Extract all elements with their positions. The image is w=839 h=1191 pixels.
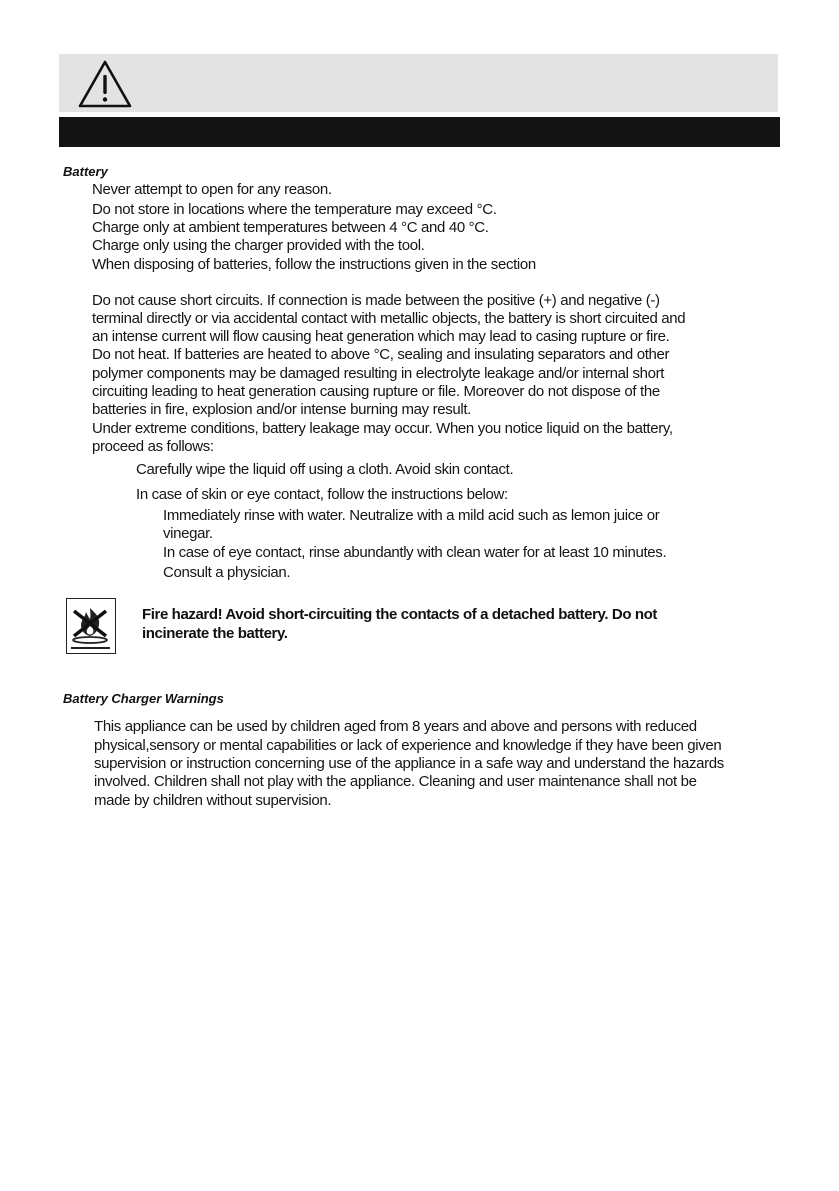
battery-paragraph-line: circuiting leading to heat generation causing rupture or file. Moreover do not dispose of the	[92, 383, 660, 400]
fire-warning-text: incinerate the battery.	[142, 625, 288, 642]
battery-list-item: When disposing of batteries, follow the instructions given in the section	[92, 256, 536, 273]
warning-triangle-icon	[77, 59, 133, 109]
battery-paragraph-line: Do not heat. If batteries are heated to above °C, sealing and insulating separators and other	[92, 346, 670, 363]
battery-sub-sub-item: In case of eye contact, rinse abundantly with clean water for at least 10 minutes.	[163, 544, 667, 561]
battery-sub-sub-item: Immediately rinse with water. Neutralize with a mild acid such as lemon juice or	[163, 507, 660, 524]
battery-list-item: Charge only at ambient temperatures between 4 °C and 40 °C.	[92, 219, 489, 236]
charger-paragraph-line: made by children without supervision.	[94, 792, 332, 809]
battery-list-item: Do not store in locations where the temperature may exceed °C.	[92, 201, 497, 218]
charger-paragraph-line: involved. Children shall not play with the appliance. Cleaning and user maintenance shall not be	[94, 773, 697, 790]
battery-paragraph-line: Under extreme conditions, battery leakage may occur. When you notice liquid on the battery,	[92, 420, 673, 437]
battery-paragraph-line: Do not cause short circuits. If connection is made between the positive (+) and negative (-)	[92, 292, 660, 309]
battery-list-item: Charge only using the charger provided with the tool.	[92, 237, 425, 254]
charger-paragraph-line: This appliance can be used by children aged from 8 years and above and persons with reduced	[94, 718, 697, 735]
battery-paragraph-line: terminal directly or via accidental contact with metallic objects, the battery is short circuited and	[92, 310, 686, 327]
battery-paragraph-line: proceed as follows:	[92, 438, 214, 455]
battery-sub-item: In case of skin or eye contact, follow the instructions below:	[136, 486, 508, 503]
charger-heading: Battery Charger Warnings	[63, 691, 224, 706]
battery-sub-sub-item: Consult a physician.	[163, 564, 291, 581]
battery-sub-item: Carefully wipe the liquid off using a cloth. Avoid skin contact.	[136, 461, 514, 478]
battery-paragraph-line: batteries in fire, explosion and/or intense burning may result.	[92, 401, 472, 418]
battery-heading: Battery	[63, 164, 108, 179]
battery-paragraph-line: polymer components may be damaged resulting in electrolyte leakage and/or internal short	[92, 365, 665, 382]
battery-paragraph-line: an intense current will flow causing heat generation which may lead to casing rupture or fire.	[92, 328, 670, 345]
fire-warning-text: Fire hazard! Avoid short-circuiting the contacts of a detached battery. Do not	[142, 606, 657, 623]
charger-paragraph-line: supervision or instruction concerning use of the appliance in a safe way and understand the hazards	[94, 755, 724, 772]
battery-list-item: Never attempt to open for any reason.	[92, 181, 332, 198]
section-title-bar	[59, 117, 780, 147]
charger-paragraph-line: physical,sensory or mental capabilities or lack of experience and knowledge if they have been given	[94, 737, 722, 754]
fire-prohibited-icon	[67, 599, 114, 652]
fire-warning-symbol	[66, 598, 116, 654]
warning-banner	[59, 54, 778, 112]
battery-sub-sub-item: vinegar.	[163, 525, 213, 542]
